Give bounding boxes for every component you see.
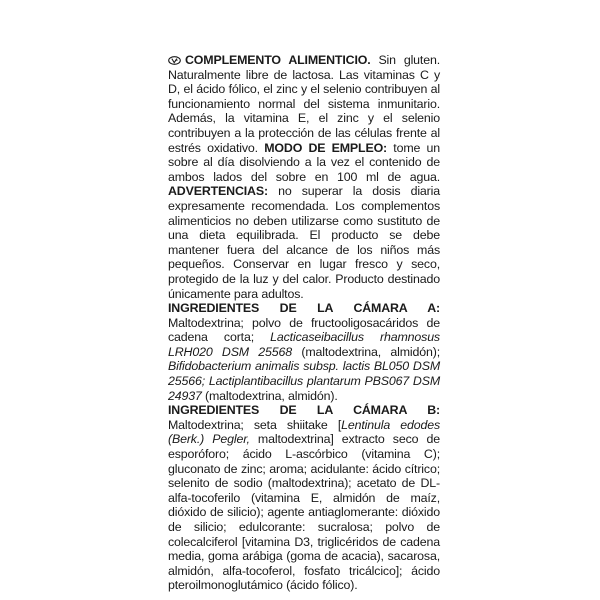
chamber-b-text-2: maltodextrina] extracto seco de esporóforo; ácido L-ascórbico (vitamina C); gluconato de zinc; aroma; acidulante: ácido cítrico; selenito de sodio (maltodextrina); acetato de DL-alfa-tocoferilo (vitamina E, almidón de maíz, dióxido de silicio); agente antiaglomerante: dióxido de silicio; edulcorante: sucralosa; polvo de colecalciferol [vitamina D3, triglicéridos de cadena media, goma arábiga (goma de acacia), sacarosa, almidón, alfa-tocoferol, fosfato tricálcico]; ácido pteroilmonoglutámico (ácido fólico).	[168, 432, 440, 593]
description-text: Sin gluten. Naturalmente libre de lactosa. Las vitaminas C y D, el ácido fólico, el zinc y el selenio contribuyen al funcionamiento normal del sistema inmunitario. Además, la vitamina E, el zinc y el selenio contribuyen a la protección de las células frente al estrés oxidativo.	[168, 53, 440, 155]
product-description	[168, 53, 440, 301]
chamber-a-heading: INGREDIENTES DE LA CÁMARA A:	[168, 301, 440, 316]
food-supplement-heading: COMPLEMENTO ALIMENTICIO.	[185, 53, 371, 67]
chamber-b-ingredients	[168, 403, 440, 593]
chamber-a-text-2: (maltodextrina, almidón);	[292, 344, 440, 359]
warnings-text: no superar la dosis diaria expresamente recomendada. Los complementos alimenticios no deben utilizarse como sustituto de una dieta equilibrada. El producto se debe mantener fuera del alcance de los niños más pequeños. Conservar en lugar fresco y seco, protegido de la luz y del calor. Producto destinado únicamente para adultos.	[168, 184, 440, 301]
vegan-symbol-icon	[168, 56, 181, 65]
chamber-a-text-1: Maltodextrina; polvo de fructooligosacáridos de cadena corta;	[168, 315, 440, 345]
chamber-a-ingredients	[168, 301, 440, 403]
usage-heading: MODO DE EMPLEO:	[264, 140, 388, 155]
chamber-a-strain-2: Bifidobacterium animalis subsp. lactis BL050 DSM 25566; Lactiplantibacillus plantarum PBS067 DSM 24937	[168, 359, 440, 403]
chamber-b-text-1: Maltodextrina; seta shiitake [	[168, 417, 342, 432]
ingredients-label	[168, 53, 440, 593]
usage-text: tome un sobre al día disolviendo a la vez el contenido de ambos lados del sobre en 100 ml de agua.	[168, 140, 440, 184]
warnings-heading: ADVERTENCIAS:	[168, 184, 268, 199]
chamber-b-species: Lentinula edodes (Berk.) Pegler,	[168, 417, 440, 447]
chamber-a-strain-1: Lacticaseibacillus rhamnosus LRH020 DSM 25568	[168, 330, 440, 359]
chamber-b-heading: INGREDIENTES DE LA CÁMARA B:	[168, 403, 440, 418]
chamber-a-text-3: (maltodextrina, almidón).	[201, 388, 338, 403]
